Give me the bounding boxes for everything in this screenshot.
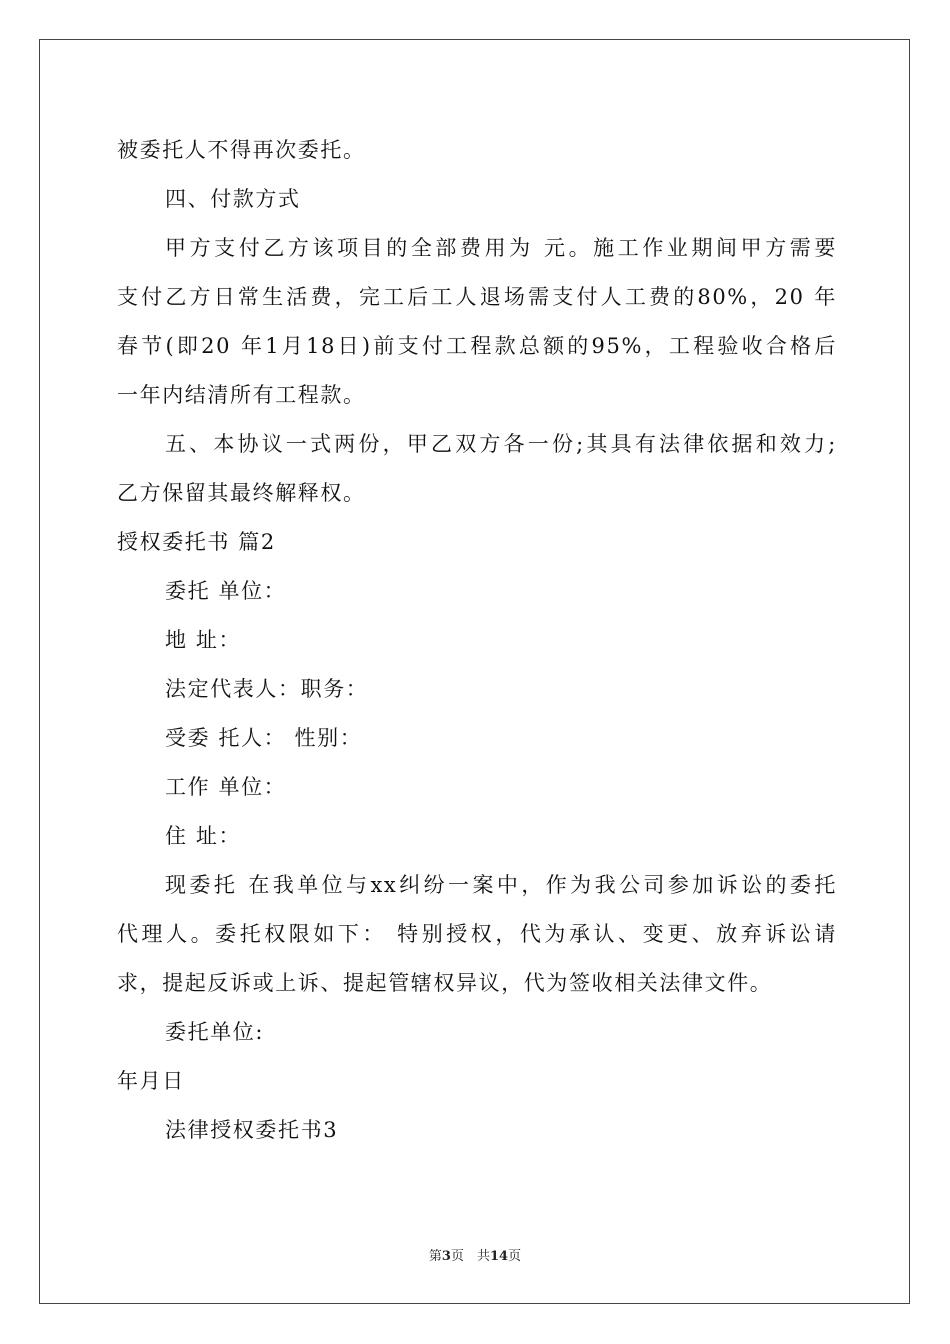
paragraph-line: 代理人。委托权限如下： 特别授权，代为承认、变更、放弃诉讼请: [117, 922, 837, 946]
form-field-label: 工作 单位：: [165, 775, 287, 799]
paragraph-line: 甲方支付乙方该项目的全部费用为 元。施工作业期间甲方需要: [165, 236, 837, 260]
form-field-label: 住 址：: [165, 824, 242, 848]
section-heading-payment: 四、付款方式: [165, 187, 301, 211]
form-field-label: 受委 托人： 性别：: [165, 726, 363, 750]
paragraph-line: 被委托人不得再次委托。: [117, 138, 366, 162]
footer-middle: 页 共: [450, 1249, 490, 1264]
document-body: [117, 126, 837, 1155]
document-section-title: 法律授权委托书3: [165, 1118, 339, 1142]
paragraph-line: 支付乙方日常生活费，完工后工人退场需支付人工费的80%，20 年: [117, 285, 837, 309]
paragraph-line: 春节(即20 年1月18日)前支付工程款总额的95%，工程验收合格后: [117, 334, 837, 358]
page-footer: [0, 1247, 950, 1267]
document-section-title: 授权委托书 篇2: [117, 530, 276, 554]
footer-prefix: 第: [428, 1249, 442, 1264]
total-page-count: 14: [489, 1249, 509, 1264]
form-field-label: 地 址：: [165, 628, 242, 652]
form-field-label: 委托 单位：: [165, 579, 287, 603]
paragraph-line: 五、本协议一式两份，甲乙双方各一份;其具有法律依据和效力;: [165, 432, 837, 456]
current-page-number: 3: [441, 1249, 451, 1264]
paragraph-line: 现委托 在我单位与xx纠纷一案中，作为我公司参加诉讼的委托: [165, 873, 837, 897]
date-field-label: 年月日: [117, 1069, 185, 1093]
paragraph-line: 乙方保留其最终解释权。: [117, 481, 366, 505]
paragraph-line: 求，提起反诉或上诉、提起管辖权异议，代为签收相关法律文件。: [117, 971, 773, 995]
form-field-label: 法定代表人：职务：: [165, 677, 369, 701]
signature-field-label: 委托单位:: [165, 1020, 265, 1044]
paragraph-line: 一年内结清所有工程款。: [117, 383, 366, 407]
footer-suffix: 页: [508, 1249, 522, 1264]
